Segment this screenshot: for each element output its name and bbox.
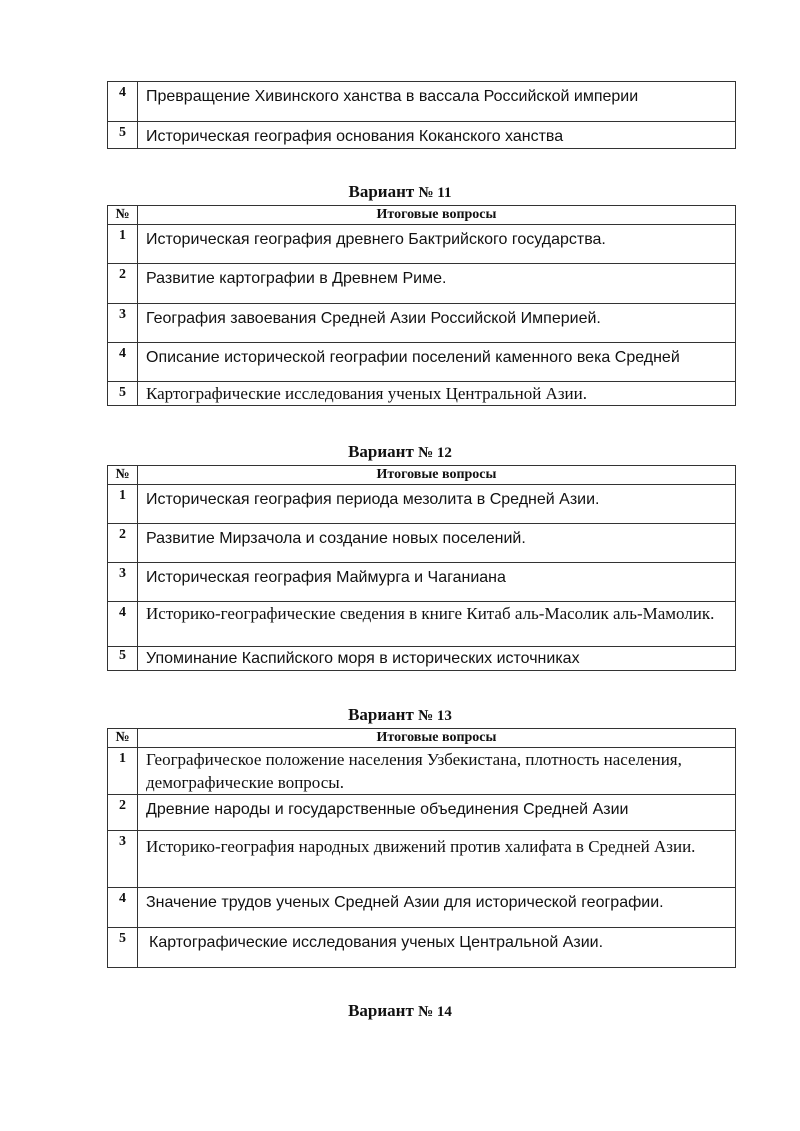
row-number: 3	[108, 831, 138, 888]
row-number: 2	[108, 795, 138, 831]
row-number: 3	[108, 563, 138, 602]
header-title: Итоговые вопросы	[138, 729, 736, 748]
table-row	[108, 928, 736, 968]
table-row	[108, 264, 736, 304]
table-header	[108, 206, 736, 225]
variant-title: Вариант	[348, 705, 414, 724]
table-row	[108, 888, 736, 928]
variant-number: № 14	[418, 1004, 452, 1020]
question-text: Историко-география народных движений против халифата в Средней Азии.	[138, 831, 736, 888]
row-number: 5	[108, 647, 138, 671]
continuation-table	[107, 81, 736, 149]
row-number: 1	[108, 748, 138, 795]
table-row	[108, 225, 736, 264]
variant-12-heading	[0, 442, 800, 462]
variant-13-heading	[0, 705, 800, 725]
question-text: Историческая география периода мезолита в Средней Азии.	[138, 485, 736, 524]
row-number: 5	[108, 382, 138, 406]
header-title: Итоговые вопросы	[138, 206, 736, 225]
table-row	[108, 647, 736, 671]
question-text: Картографические исследования ученых Центральной Азии.	[138, 382, 736, 406]
table-row	[108, 304, 736, 343]
header-title: Итоговые вопросы	[138, 466, 736, 485]
question-text: Описание исторической географии поселений каменного века Средней	[138, 343, 736, 382]
table-row	[108, 382, 736, 406]
table-row	[108, 343, 736, 382]
table-row	[108, 748, 736, 795]
question-text: Древние народы и государственные объединения Средней Азии	[138, 795, 736, 831]
variant-number: № 11	[418, 185, 452, 201]
row-number: 4	[108, 602, 138, 647]
row-number: 5	[108, 928, 138, 968]
question-text: Историческая география Маймурга и Чаганиана	[138, 563, 736, 602]
question-text: Историческая география древнего Бактрийского государства.	[138, 225, 736, 264]
question-text: Развитие Мирзачола и создание новых поселений.	[138, 524, 736, 563]
question-text: Историческая география основания Коканского ханства	[138, 122, 736, 149]
table-row	[108, 563, 736, 602]
header-num: №	[108, 729, 138, 748]
question-text: Значение трудов ученых Средней Азии для исторической географии.	[138, 888, 736, 928]
variant-title: Вариант	[348, 1001, 414, 1020]
table-row	[108, 795, 736, 831]
question-text: Превращение Хивинского ханства в вассала Российской империи	[138, 82, 736, 122]
variant-title: Вариант	[348, 442, 414, 461]
variant-13-table	[107, 728, 736, 968]
question-text: Географическое положение населения Узбекистана, плотность населения, демографические вопросы.	[138, 748, 736, 795]
header-num: №	[108, 466, 138, 485]
row-number: 3	[108, 304, 138, 343]
variant-number: № 13	[418, 708, 452, 724]
table-row	[108, 602, 736, 647]
variant-11-heading	[0, 182, 800, 202]
table-row	[108, 485, 736, 524]
table-header	[108, 729, 736, 748]
question-text: Картографические исследования ученых Центральной Азии.	[138, 928, 736, 968]
question-text: Развитие картографии в Древнем Риме.	[138, 264, 736, 304]
header-num: №	[108, 206, 138, 225]
table-row	[108, 831, 736, 888]
question-text: География завоевания Средней Азии Российской Империей.	[138, 304, 736, 343]
row-number: 1	[108, 485, 138, 524]
row-number: 4	[108, 343, 138, 382]
row-number: 1	[108, 225, 138, 264]
row-number: 4	[108, 888, 138, 928]
variant-14-heading	[0, 1001, 800, 1021]
question-text: Историко-географические сведения в книге Китаб аль-Масолик аль-Мамолик.	[138, 602, 736, 647]
row-number: 2	[108, 524, 138, 563]
table-row	[108, 122, 736, 149]
variant-number: № 12	[418, 445, 452, 461]
table-row	[108, 82, 736, 122]
table-header	[108, 466, 736, 485]
variant-title: Вариант	[348, 182, 415, 201]
row-number: 2	[108, 264, 138, 304]
row-number: 4	[108, 82, 138, 122]
variant-11-table	[107, 205, 736, 406]
row-number: 5	[108, 122, 138, 149]
question-text: Упоминание Каспийского моря в исторических источниках	[138, 647, 736, 671]
variant-12-table	[107, 465, 736, 671]
table-row	[108, 524, 736, 563]
